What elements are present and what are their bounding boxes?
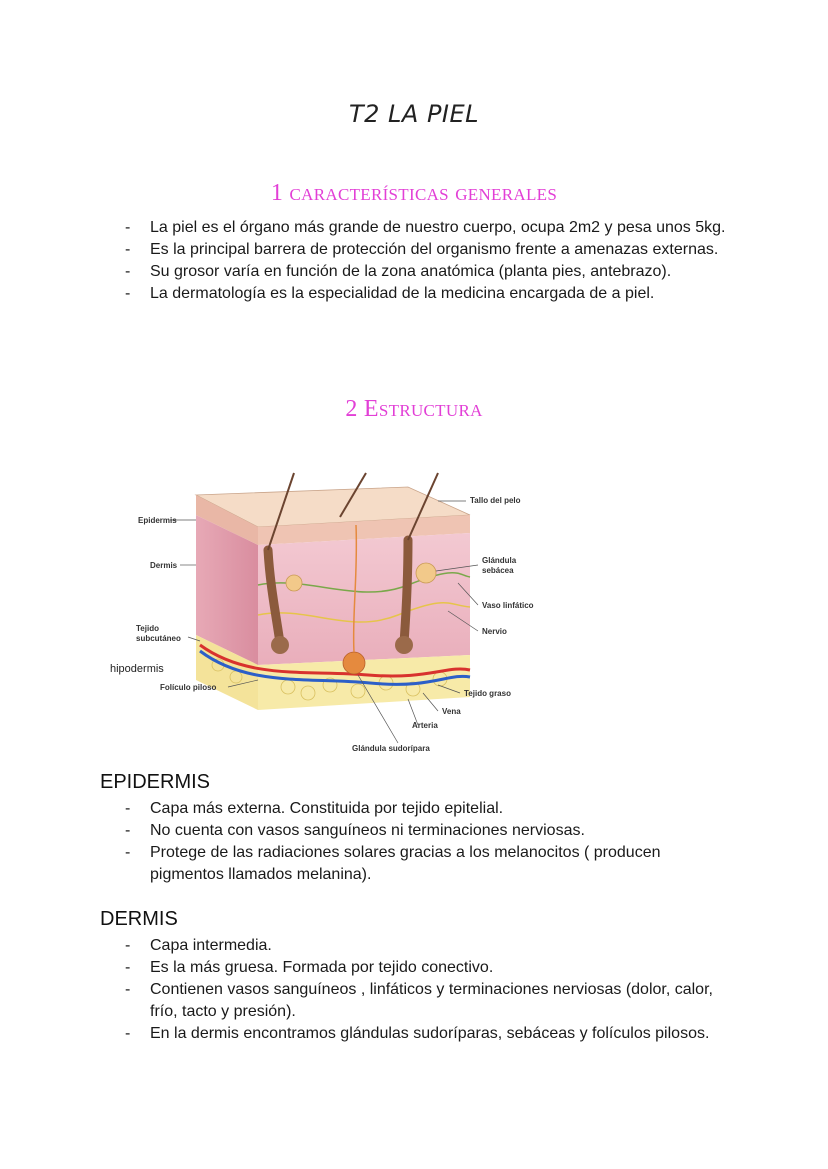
section-title-generales: 1 características generales [270,180,558,206]
list-item [120,239,730,261]
sebaceous-gland [416,563,436,583]
list-item-text: Protege de las radiaciones solares gracias a los melanocitos ( producen pigmentos llamados melanina). [150,844,661,883]
label-hipodermis: hipodermis [110,663,164,675]
bullet-dash: - [125,981,131,998]
label-glandula-sudoripara: Glándula sudorípara [352,744,430,753]
list-item [120,842,730,886]
label-arteria: Arteria [412,721,438,730]
list-item-text: No cuenta con vasos sanguíneos ni terminaciones nerviosas. [150,822,585,839]
list-item-text: La dermatología es la especialidad de la medicina encargada de a piel. [150,285,655,302]
list-item-text: Su grosor varía en función de la zona anatómica (planta pies, antebrazo). [150,263,672,280]
label-glandula-sebacea: Glándula [482,556,517,565]
label-nervio: Nervio [482,627,507,636]
section-title-estructura: 2 Estructura [345,396,483,422]
label-vena: Vena [442,707,461,716]
label-tejido-sub: Tejido [136,624,159,633]
list-item [120,261,730,283]
list-item [120,979,730,1023]
label-vaso-linfatico: Vaso linfático [482,601,534,610]
label-dermis: Dermis [150,561,178,570]
bullet-dash: - [125,959,131,976]
label-glandula-sebacea-2: sebácea [482,566,514,575]
list-item [120,283,730,305]
list-item-text: Contienen vasos sanguíneos , linfáticos y terminaciones nerviosas (dolor, calor, frío, tacto y presión). [150,981,713,1020]
label-epidermis: Epidermis [138,516,177,525]
list-item [120,935,730,957]
label-tallo: Tallo del pelo [470,496,521,505]
bullet-dash: - [125,219,131,236]
bullet-dash: - [125,1025,131,1042]
label-tejido-sub-2: subcutáneo [136,634,181,643]
list-item-text: Es la principal barrera de protección del organismo frente a amenazas externas. [150,241,719,258]
page-title: T2 LA PIEL [348,100,480,128]
skin-diagram [108,465,568,765]
list-item-text: Es la más gruesa. Formada por tejido conectivo. [150,959,494,976]
list-item-text: En la dermis encontramos glándulas sudoríparas, sebáceas y folículos pilosos. [150,1025,710,1042]
generales-list [120,217,730,305]
label-foliculo: Folículo piloso [160,683,217,692]
bullet-dash: - [125,822,131,839]
bullet-dash: - [125,844,131,861]
epidermis-list [120,798,730,886]
list-item [120,217,730,239]
list-item [120,1023,730,1045]
dermis-list [120,935,730,1045]
list-item [120,820,730,842]
list-item-text: Capa intermedia. [150,937,272,954]
epidermis-heading: EPIDERMIS [100,771,211,793]
bullet-dash: - [125,241,131,258]
bullet-dash: - [125,263,131,280]
bullet-dash: - [125,285,131,302]
dermis-heading: DERMIS [100,908,178,930]
list-item [120,957,730,979]
bullet-dash: - [125,800,131,817]
list-item-text: La piel es el órgano más grande de nuestro cuerpo, ocupa 2m2 y pesa unos 5kg. [150,219,726,236]
list-item-text: Capa más externa. Constituida por tejido epitelial. [150,800,504,817]
bullet-dash: - [125,937,131,954]
hair-follicle-right [404,540,408,643]
list-item [120,798,730,820]
label-tejido-graso: Tejido graso [464,689,511,698]
sweat-gland [343,652,365,674]
